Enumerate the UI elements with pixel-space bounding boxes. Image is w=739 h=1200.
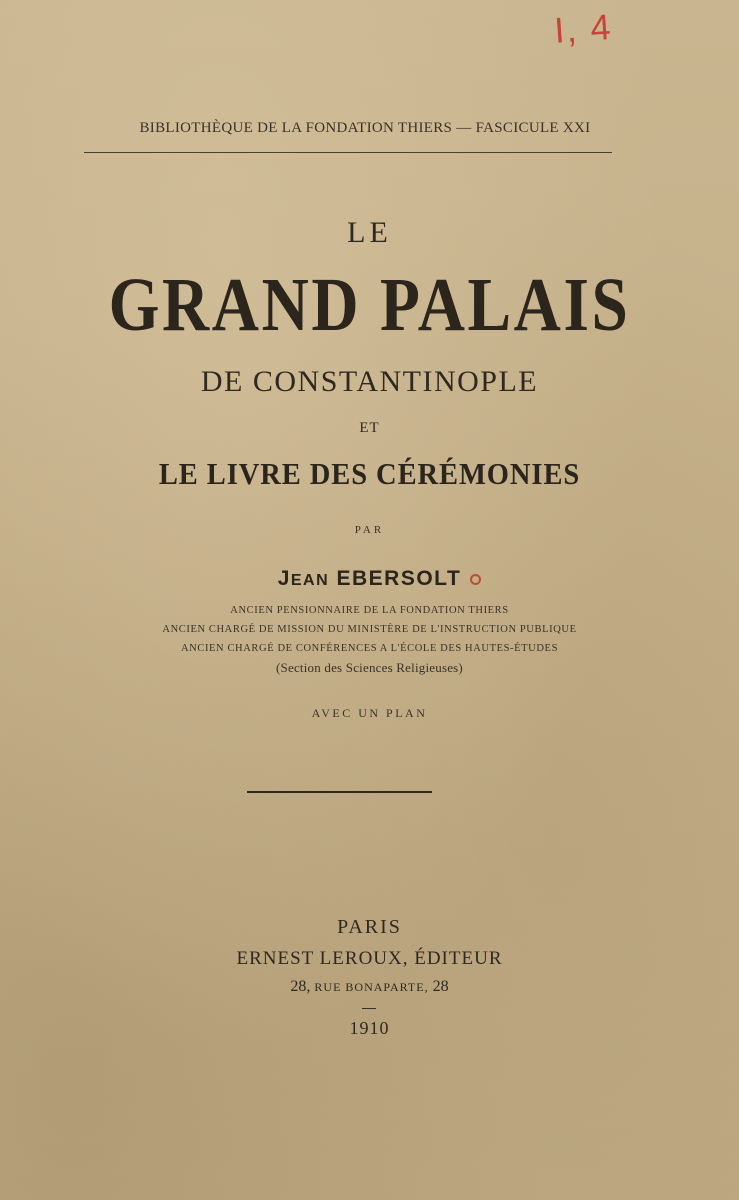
author-first-initial: J [277,567,291,590]
subtitle: DE CONSTANTINOPLE [200,365,539,398]
credential-line: ANCIEN CHARGÉ DE CONFÉRENCES A L'ÉCOLE DES HAUTES-ÉTUDES [180,643,559,654]
author-first-rest: EAN [290,572,330,589]
address-street: RUE BONAPARTE, [314,980,429,994]
imprint-year: 1910 [349,1018,390,1038]
author-name [0,567,739,591]
title-conjunction: ET [359,420,380,436]
top-rule [84,152,612,153]
credential-line: ANCIEN CHARGÉ DE MISSION DU MINISTÈRE DE L'INSTRUCTION PUBLIQUE [162,624,577,635]
supplement-note: AVEC UN PLAN [311,706,428,720]
author-last-name: EBERSOLT [336,567,462,590]
imprint-dash [362,1008,376,1009]
address-number: 28, [290,978,311,995]
credential-line: ANCIEN PENSIONNAIRE DE LA FONDATION THIERS [230,605,509,616]
title-article: LE [347,216,392,249]
credential-section: (Section des Sciences Religieuses) [276,660,463,675]
par-label: PAR [354,524,385,536]
second-title: LE LIVRE DES CÉRÉMONIES [158,456,581,491]
handwritten-shelfmark: I, 4 [553,5,614,51]
imprint-city: PARIS [337,916,402,938]
imprint-address [0,978,739,996]
library-stamp [470,574,481,585]
main-title: GRAND PALAIS [108,263,631,347]
series-line: BIBLIOTHÈQUE DE LA FONDATION THIERS — FASCICULE XXI [139,120,591,136]
address-number-2: 28 [432,978,449,995]
imprint-publisher: ERNEST LEROUX, ÉDITEUR [236,948,503,969]
middle-rule [247,791,432,793]
